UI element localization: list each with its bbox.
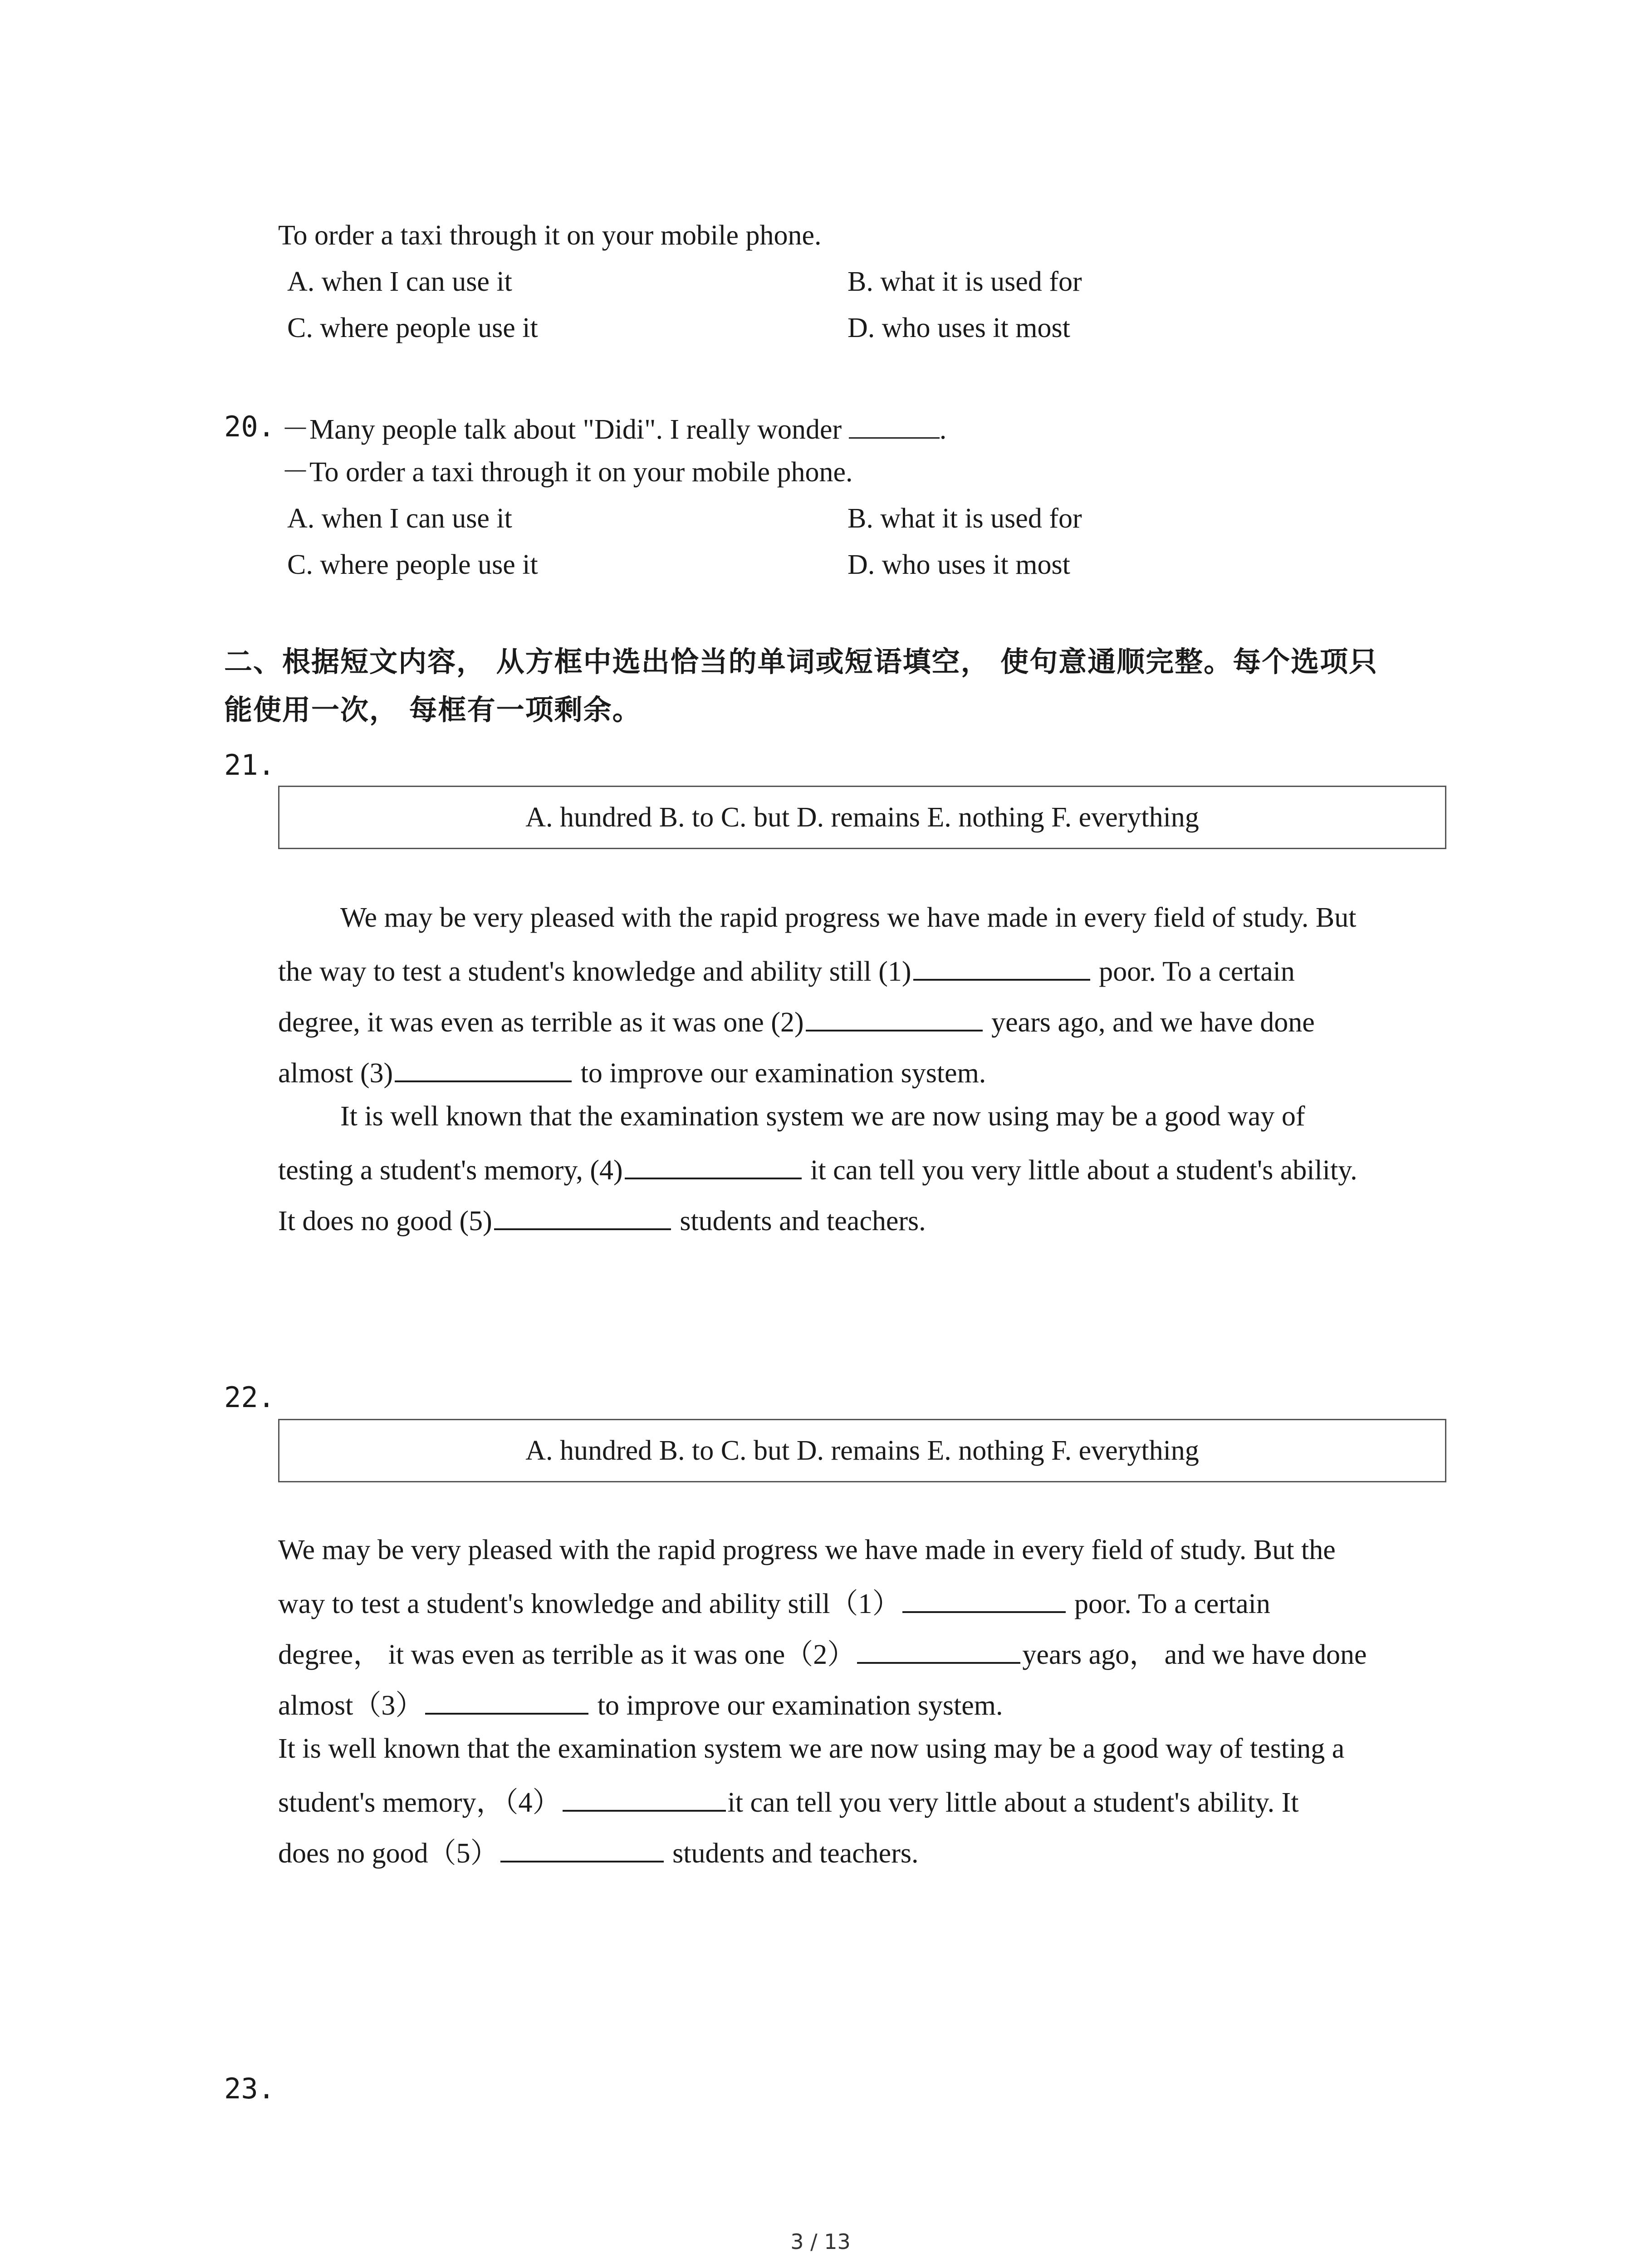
q21-line4-pre: almost (3) (278, 1058, 393, 1089)
q21-line6-post: it can tell you very little about a student's ability. (810, 1155, 1357, 1186)
q20-line1-text: －Many people talk about "Didi". I really wonder (281, 414, 842, 445)
q21-blank-4[interactable] (625, 1153, 802, 1179)
q21-line2-post: poor. To a certain (1099, 956, 1295, 987)
q22-para-line5: It is well known that the examination system we are now using may be a good way of testing a (278, 1733, 1345, 1764)
q20-blank[interactable] (849, 413, 940, 439)
q21-line3-pre: degree, it was even as terrible as it was one (2) (278, 1007, 804, 1038)
q21-blank-1[interactable] (913, 954, 1090, 981)
q20-number: 20. (224, 410, 275, 443)
q20-option-a[interactable]: A. when I can use it (287, 503, 512, 534)
page-number: 3 / 13 (790, 2229, 851, 2254)
section2-heading-line1: 二、根据短文内容， 从方框中选出恰当的单词或短语填空， 使句意通顺完整。每个选项只 (224, 645, 1378, 678)
q21-blank-5[interactable] (494, 1204, 671, 1230)
q22-line6-pre: student's memory，（4） (278, 1787, 561, 1818)
section2-heading-line2: 能使用一次， 每框有一项剩余。 (224, 693, 642, 726)
q19-option-d[interactable]: D. who uses it most (847, 313, 1070, 343)
q21-word-box-text: A. hundred B. to C. but D. remains E. nothing F. everything (525, 802, 1199, 833)
q22-line6-post: it can tell you very little about a student's ability. It (727, 1787, 1299, 1818)
q22-line7-pre: does no good（5） (278, 1838, 499, 1869)
q22-para-line1: We may be very pleased with the rapid progress we have made in every field of study. But the (278, 1535, 1336, 1565)
q22-blank-5[interactable] (500, 1836, 664, 1862)
q22-blank-2[interactable] (857, 1637, 1020, 1664)
q20-line1 (281, 413, 946, 444)
q22-line2-pre: way to test a student's knowledge and ability still（1） (278, 1589, 901, 1619)
q22-line4-pre: almost（3） (278, 1690, 424, 1721)
q21-line7-post: students and teachers. (680, 1206, 926, 1237)
q22-number: 22. (224, 1381, 275, 1414)
q21-blank-3[interactable] (395, 1056, 572, 1082)
q19-answer-line: To order a taxi through it on your mobile phone. (278, 220, 822, 251)
q21-para-line5: It is well known that the examination system we are now using may be a good way of (340, 1101, 1305, 1132)
q20-line1-end: . (939, 414, 947, 445)
q21-para-line4 (278, 1056, 986, 1087)
q22-para-line2 (278, 1587, 1270, 1618)
q21-para-line3 (278, 1005, 1315, 1036)
q21-para-line1: We may be very pleased with the rapid progress we have made in every field of study. But (340, 902, 1357, 933)
q22-word-box-text: A. hundred B. to C. but D. remains E. nothing F. everything (525, 1435, 1199, 1466)
q21-line7-pre: It does no good (5) (278, 1206, 492, 1237)
q20-option-d[interactable]: D. who uses it most (847, 549, 1070, 580)
q22-para-line7 (278, 1836, 918, 1867)
q22-para-line3 (278, 1637, 1367, 1669)
q21-line6-pre: testing a student's memory, (4) (278, 1155, 623, 1186)
q21-para-line6 (278, 1153, 1357, 1184)
q21-para-line7 (278, 1204, 926, 1235)
q21-line3-post: years ago, and we have done (991, 1007, 1315, 1038)
q22-blank-3[interactable] (425, 1688, 588, 1715)
q21-word-box (278, 786, 1446, 849)
q22-line3-pre: degree， it was even as terrible as it was one（2） (278, 1639, 856, 1670)
q21-blank-2[interactable] (806, 1005, 983, 1031)
q22-line4-post: to improve our examination system. (597, 1690, 1003, 1721)
q21-line4-post: to improve our examination system. (580, 1058, 986, 1089)
q22-line7-post: students and teachers. (672, 1838, 919, 1869)
q22-blank-1[interactable] (902, 1587, 1066, 1613)
q21-line2-pre: the way to test a student's knowledge and ability still (1) (278, 956, 911, 987)
q19-option-a[interactable]: A. when I can use it (287, 266, 512, 297)
q20-option-b[interactable]: B. what it is used for (847, 503, 1082, 534)
q22-para-line6 (278, 1785, 1298, 1817)
q22-para-line4 (278, 1688, 1003, 1720)
q22-line3-post: years ago， and we have done (1022, 1639, 1367, 1670)
q21-number: 21. (224, 748, 275, 782)
q21-para-line2 (278, 954, 1295, 986)
q20-option-c[interactable]: C. where people use it (287, 549, 538, 580)
q22-blank-4[interactable] (563, 1785, 726, 1812)
q20-line2: －To order a taxi through it on your mobile phone. (281, 457, 853, 488)
q19-option-c[interactable]: C. where people use it (287, 313, 538, 343)
q22-line2-post: poor. To a certain (1074, 1589, 1270, 1619)
q19-option-b[interactable]: B. what it is used for (847, 266, 1082, 297)
q22-word-box (278, 1419, 1446, 1482)
q23-number: 23. (224, 2072, 275, 2105)
